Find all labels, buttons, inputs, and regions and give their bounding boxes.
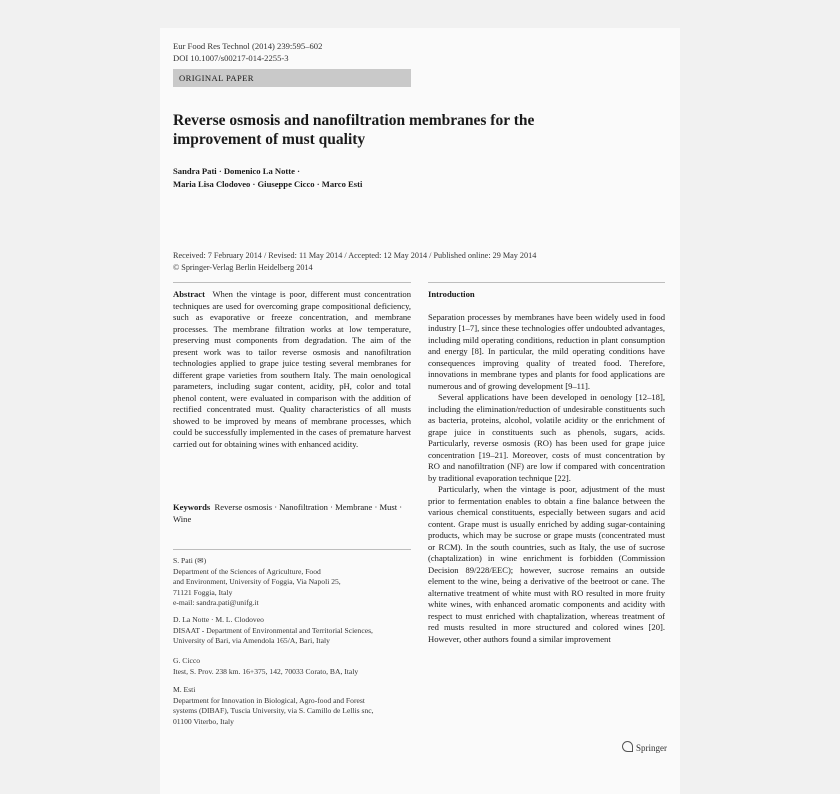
doi[interactable]: DOI 10.1007/s00217-014-2255-3: [173, 53, 289, 63]
received-dates: Received: 7 February 2014 / Revised: 11 May 2014 / Accepted: 12 May 2014 / Published online: 29 May 2014: [173, 251, 537, 260]
affiliation-line: and Environment, University of Foggia, Via Napoli 25,: [173, 577, 341, 586]
intro-rule: [428, 282, 665, 283]
affiliation-line: S. Pati (✉): [173, 556, 207, 565]
history-block: [173, 250, 536, 273]
affiliation-line: systems (DIBAF), Tuscia University, via S. Camillo de Lellis snc,: [173, 706, 374, 715]
intro-paragraph-1: Separation processes by membranes have been widely used in food industry [1–7], since these technologies offer undoubted advantages, including mild operating conditions, reduction in plant consumption and energy [8]. In particular, the mild operating conditions have consequences improving quality of treated food. Therefore, innovations in membrane types and plants for food applications are numerous and of growing development [9–11].: [428, 311, 665, 391]
springer-horse-icon: [622, 741, 633, 752]
keywords: [173, 501, 411, 525]
affiliation-email[interactable]: e-mail: sandra.pati@unifg.it: [173, 598, 259, 607]
affiliation-line: Department for Innovation in Biological, Agro-food and Forest: [173, 695, 365, 705]
author-list: [173, 165, 362, 191]
paper-title: Reverse osmosis and nanofiltration membranes for the improvement of must quality: [173, 112, 535, 148]
intro-paragraph-2: Several applications have been developed in oenology [12–18], including the elimination/reduction of undesirable constituents such as bacteria, proteins, alcohol, volatile acidity or the enrichment of grape juice in constituents such as phenols, sugars, acids. Particularly, reverse osmosis (RO) has been used for grape juice concentration [19–21]. Moreover, costs of must concentration by RO and nanofiltration (NF) are low if compared with concentration by traditional evaporation technique [22].: [428, 392, 665, 483]
abstract: [173, 289, 411, 450]
introduction: [428, 289, 665, 645]
publisher-logo: [622, 741, 667, 753]
authors-line-1: Sandra Pati · Domenico La Notte ·: [173, 166, 300, 176]
publisher-name: Springer: [636, 743, 667, 753]
keywords-label: Keywords: [173, 502, 211, 512]
intro-paragraph-3: Particularly, when the vintage is poor, adjustment of the must prior to fermentation enables to obtain a fine balance between the various chemical constituents, especially between sugars and acid content. Grape must is usually enriched by adding sugar-containing products, which may be sucrose or grape musts (concentrated must or RCM). In the south countries, such as Italy, the use of sucrose (chaptalization) in wine enrichment is forbidden (Commission Decision 89/228/EEC); however, sucrose remains an outside element to the wine, being a derivative of the beetroot or cane. The alternative treatment of white must with RO resulted in more fruity white wines, with enhanced aromatic components and acidity with respect to must enriched with chaptalization, whereas treatment of red musts resulted in more structured and colored wines [20]. However, other authors found a similar improvement: [428, 484, 665, 644]
affiliation-2: [173, 615, 411, 647]
affiliation-line: DISAAT - Department of Environmental and Territorial Sciences,: [173, 625, 373, 635]
introduction-heading: Introduction: [428, 289, 475, 299]
affiliation-line: 71121 Foggia, Italy: [173, 587, 233, 597]
authors-line-2: Maria Lisa Clodoveo · Giuseppe Cicco · Marco Esti: [173, 179, 363, 189]
affiliation-line: G. Cicco: [173, 656, 200, 665]
affiliation-rule: [173, 549, 411, 550]
article-type-banner: ORIGINAL PAPER: [173, 69, 411, 87]
affiliation-1: [173, 556, 411, 609]
abstract-text: When the vintage is poor, different must concentration techniques are used for overcoming grape compositional deficiency, such as evaporative or freeze concentration, and membrane processes. The membrane filtration works at low temperature, preserving must components from degradation. The aim of the present work was to tailor reverse osmosis and nanofiltration technologies applied to grape juice testing several membranes for different grape varieties from southern Italy. The main oenological parameters, including sugar content, acidity, pH, color and total phenol content, were evaluated in comparison with the addition of rectified concentrated must. Quality characteristics of all musts showed to be improved by means of membrane processes, which could be successfully implemented in the cases of premature harvest carried out for obtaining wines with enhanced acidity.: [173, 289, 411, 449]
copyright: © Springer-Verlag Berlin Heidelberg 2014: [173, 262, 313, 272]
affiliation-line: Department of the Sciences of Agriculture, Food: [173, 566, 321, 576]
affiliation-4: [173, 685, 411, 727]
journal-reference: Eur Food Res Technol (2014) 239:595–602: [173, 41, 323, 51]
paper-page: [160, 28, 680, 794]
journal-header: [173, 40, 322, 64]
affiliation-line: University of Bari, via Amendola 165/A, Bari, Italy: [173, 636, 330, 645]
abstract-label: Abstract: [173, 289, 205, 299]
affiliation-line: M. Esti: [173, 685, 196, 694]
abstract-rule: [173, 282, 411, 283]
affiliation-3: [173, 656, 411, 677]
keywords-text: Reverse osmosis · Nanofiltration · Membrane · Must · Wine: [173, 502, 403, 524]
affiliation-line: D. La Notte · M. L. Clodoveo: [173, 615, 264, 624]
affiliation-line: Itest, S. Prov. 238 km. 16+375, 142, 70033 Corato, BA, Italy: [173, 666, 359, 676]
affiliation-line: 01100 Viterbo, Italy: [173, 716, 234, 726]
